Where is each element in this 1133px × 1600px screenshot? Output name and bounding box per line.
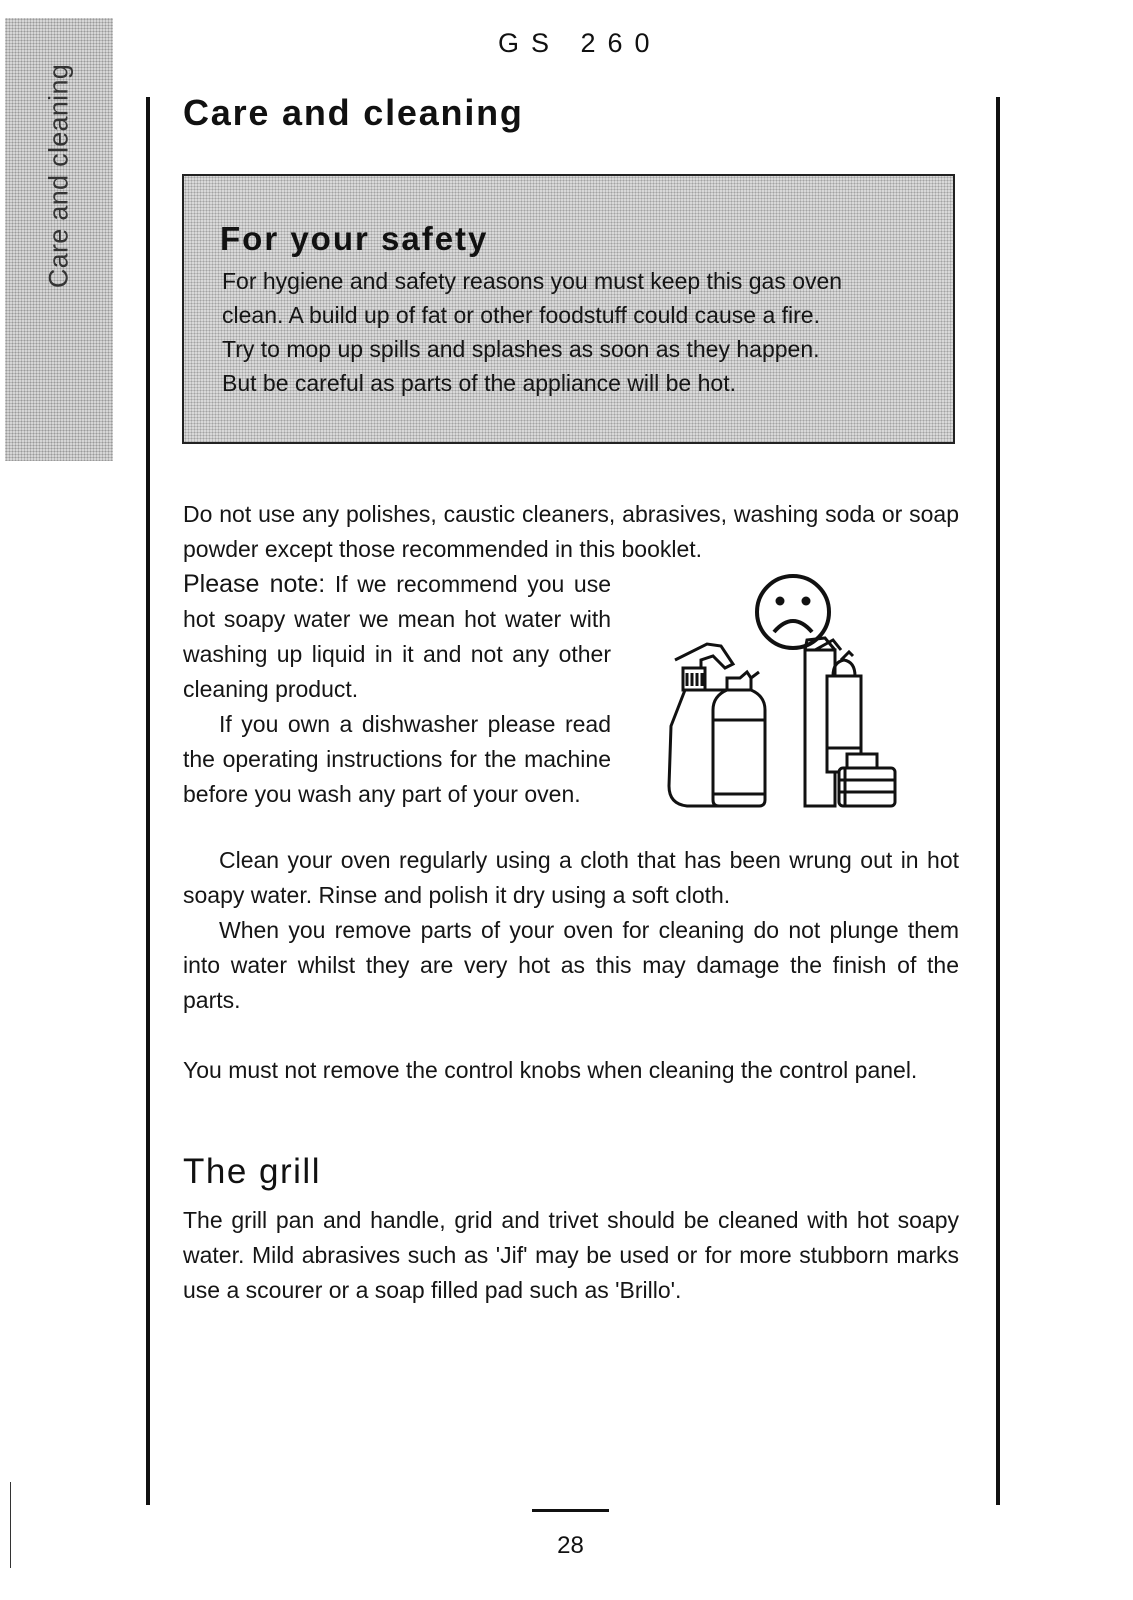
note-lead: Please note: xyxy=(183,570,326,598)
page-title: Care and cleaning xyxy=(183,92,524,133)
paragraph-remove-parts: When you remove parts of your oven for cleaning do not plunge them into water whilst they are very hot as this may damage the finish of the parts. xyxy=(183,917,959,1013)
left-margin-rule xyxy=(146,97,150,1505)
paragraph-control-knobs: You must not remove the control knobs when cleaning the control panel. xyxy=(183,1057,918,1083)
paragraph-polishes: Do not use any polishes, caustic cleaners, abrasives, washing soda or soap powder except those recommended in this booklet. xyxy=(183,501,959,562)
safety-line: But be careful as parts of the appliance will be hot. xyxy=(222,370,736,396)
safety-title: For your safety xyxy=(220,220,489,257)
sad-face-eye xyxy=(802,597,811,606)
sad-face-eye xyxy=(776,597,785,606)
paragraph-clean-regularly: Clean your oven regularly using a cloth that has been wrung out in hot soapy water. Rinse and polish it dry using a soft cloth. xyxy=(183,847,959,908)
safety-line: Try to mop up spills and splashes as soon as they happen. xyxy=(222,336,820,362)
model-number: GS 260 xyxy=(498,28,662,58)
safety-box xyxy=(182,174,955,444)
paragraph-grill: The grill pan and handle, grid and trivet should be cleaned with hot soapy water. Mild abrasives such as 'Jif' may be used or for more stubborn marks use a scourer or a soap filled pad such as 'Brillo'. xyxy=(183,1207,959,1303)
sad-face-mouth xyxy=(774,621,812,632)
liquid-bottle-icon xyxy=(713,672,765,806)
scouring-pads-icon xyxy=(839,754,895,806)
grill-section-title: The grill xyxy=(183,1152,321,1191)
cleaning-products-illustration xyxy=(655,568,940,833)
page-number: 28 xyxy=(557,1532,584,1559)
right-margin-rule xyxy=(996,97,1000,1505)
scan-edge-mark xyxy=(10,1482,11,1568)
paragraph-dishwasher: If you own a dishwasher please read the operating instructions for the machine before you wash any part of your oven. xyxy=(183,711,611,807)
paragraph-please-note xyxy=(183,567,611,707)
safety-line: For hygiene and safety reasons you must keep this gas oven xyxy=(222,268,843,294)
safety-text xyxy=(222,264,942,400)
footer-rule xyxy=(532,1509,609,1512)
side-tab-label: Care and cleaning xyxy=(43,63,74,289)
safety-line: clean. A build up of fat or other foodstuff could cause a fire. xyxy=(222,302,820,328)
side-section-tab xyxy=(5,18,113,461)
sad-face-icon xyxy=(757,576,829,648)
note-text: If we recommend you use hot soapy water we mean hot water with washing up liquid in it and not any other cleaning product. xyxy=(183,571,611,702)
sad-face-outline xyxy=(757,576,829,648)
